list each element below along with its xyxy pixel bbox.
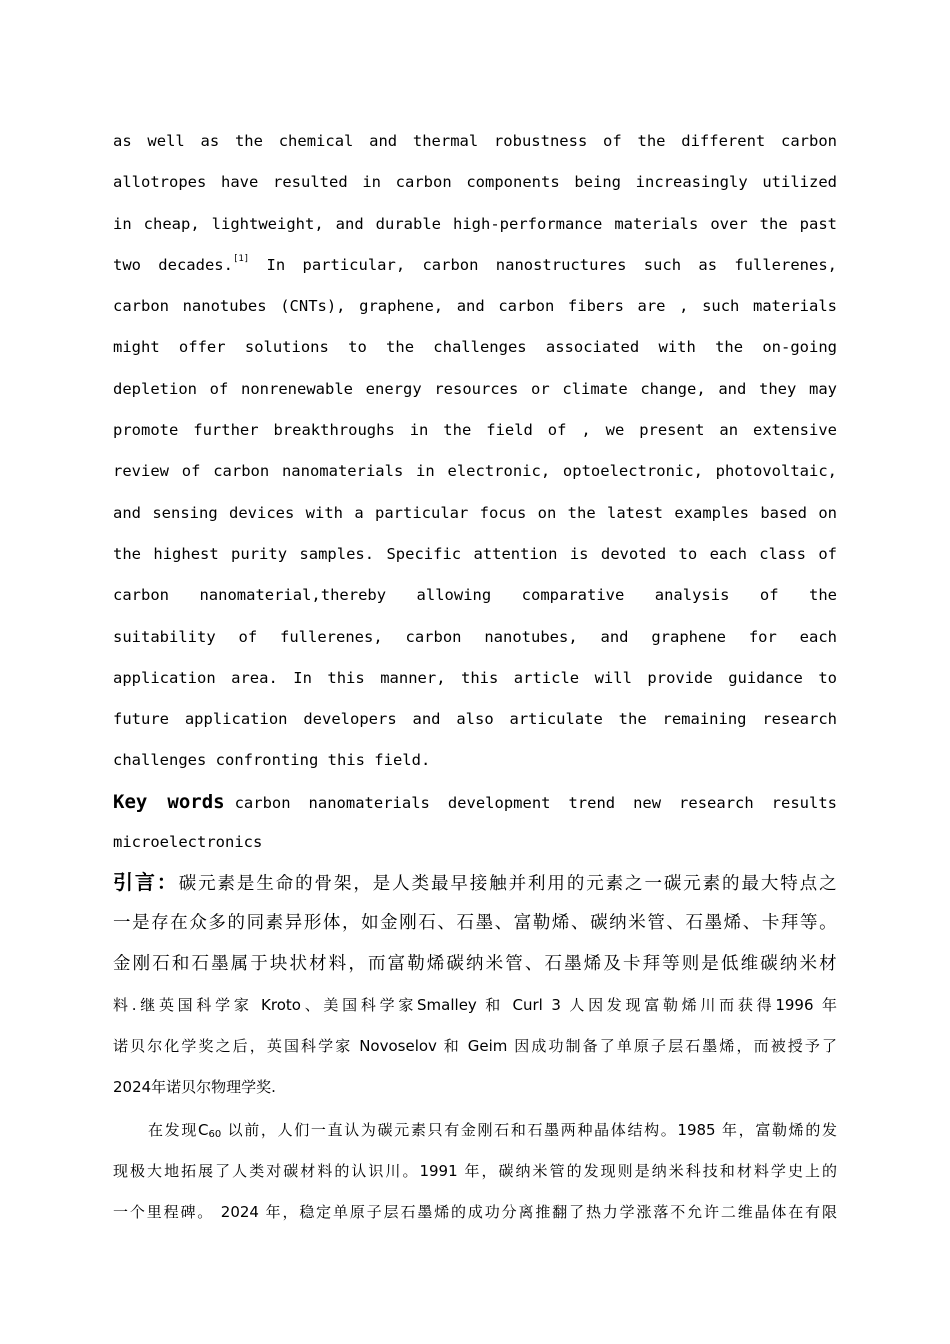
abstract-line-with-citation — [113, 245, 837, 286]
keywords-line — [113, 782, 837, 822]
keywords-text: carbon nanomaterials development trend new research results — [234, 793, 837, 812]
subscript: 60 — [208, 1128, 222, 1140]
para-text: 在发现C — [148, 1120, 209, 1139]
abstract-line: allotropes have resulted in carbon components being increasingly utilized — [113, 173, 837, 192]
abstract-line: the highest purity samples. Specific attention is devoted to each class of — [113, 544, 837, 563]
introduction-section — [113, 862, 837, 1108]
abstract-line: carbon nanomaterial,thereby allowing comparative analysis of the — [113, 586, 837, 605]
abstract-line: application area. In this manner, this article will provide guidance to — [113, 668, 837, 687]
abstract-line-part: In particular, carbon nanostructures such as fullerenes, — [266, 255, 837, 274]
abstract-line: in cheap, lightweight, and durable high-performance materials over the past — [113, 214, 837, 233]
abstract-line: carbon nanotubes (CNTs), graphene, and carbon fibers are , such materials — [113, 297, 837, 316]
para-line: 现极大地拓展了人类对碳材料的认识川。1991 年，碳纳米管的发现则是纳米科技和材料学史上的 — [113, 1161, 837, 1180]
keywords-label: Key words — [113, 790, 225, 813]
abstract-line: and sensing devices with a particular focus on the latest examples based on — [113, 503, 837, 522]
keywords-line: microelectronics — [113, 832, 263, 851]
abstract-line: challenges confronting this field. — [113, 751, 431, 770]
intro-line: 一是存在众多的同素异形体，如金刚石、石墨、富勒烯、碳纳米管、石墨烯、卡拜等。 — [113, 912, 837, 933]
intro-label: 引言： — [113, 869, 179, 894]
abstract-line: future application developers and also articulate the remaining research — [113, 710, 837, 729]
abstract-paragraph — [113, 121, 837, 782]
intro-text: 碳元素是生命的骨架，是人类最早接触并利用的元素之一碳元素的最大特点之 — [178, 873, 837, 894]
second-paragraph — [113, 1110, 837, 1233]
abstract-line: as well as the chemical and thermal robustness of the different carbon — [113, 132, 837, 150]
abstract-line: might offer solutions to the challenges associated with the on-going — [113, 338, 837, 357]
keywords-section — [113, 782, 837, 862]
abstract-line: suitability of fullerenes, carbon nanotubes, and graphene for each — [113, 627, 837, 646]
abstract-line-part: two decades. — [113, 255, 233, 274]
abstract-line: depletion of nonrenewable energy resources or climate change, and they may — [113, 379, 837, 398]
intro-line — [113, 862, 837, 903]
citation-marker: [1] — [232, 253, 250, 264]
para-line: 一个里程碑。 2024 年，稳定单原子层石墨烯的成功分离推翻了热力学涨落不允许二维晶体在有限 — [113, 1202, 837, 1221]
para-line — [113, 1110, 837, 1151]
intro-line: 诺贝尔化学奖之后，英国科学家 Novoselov 和 Geim 因成功制备了单原子层石墨烯，而被授予了 — [113, 1036, 837, 1055]
abstract-line: review of carbon nanomaterials in electronic, optoelectronic, photovoltaic, — [113, 462, 837, 481]
intro-line: 金刚石和石墨属于块状材料，而富勒烯碳纳米管、石墨烯及卡拜等则是低维碳纳米材 — [113, 953, 837, 974]
document-page — [113, 121, 837, 1233]
para-text: 以前，人们一直认为碳元素只有金刚石和石墨两种晶体结构。1985 年，富勒烯的发 — [221, 1120, 837, 1139]
abstract-line: promote further breakthroughs in the field of , we present an extensive — [113, 421, 837, 440]
intro-line: 2024年诺贝尔物理学奖. — [113, 1077, 276, 1096]
intro-line: 料.继英国科学家 Kroto、美国科学家Smalley 和 Curl 3 人因发现富勒烯川而获得1996 年 — [113, 995, 837, 1014]
